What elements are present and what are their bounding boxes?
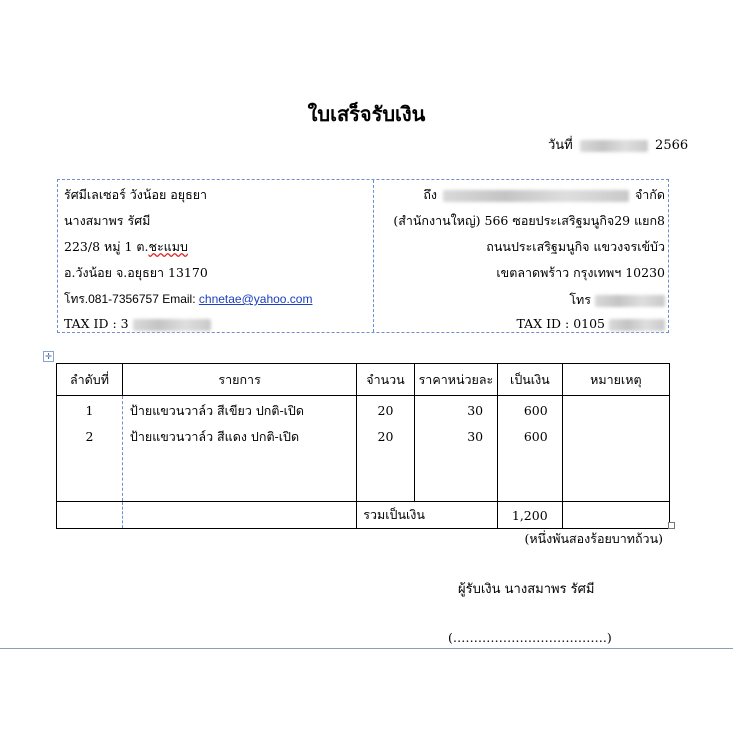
col-note	[562, 396, 669, 502]
buyer-to-label: ถึง	[423, 187, 437, 202]
seller-address1	[64, 237, 188, 257]
col-amount	[498, 396, 563, 502]
signature-line: (……………………………….)	[448, 630, 612, 645]
header-desc: รายการ	[122, 364, 356, 396]
seller-address1-subdistrict: ชะแมบ	[148, 239, 188, 254]
total-value: 1,200	[498, 502, 563, 529]
col-desc	[122, 396, 356, 502]
row-desc: ป้ายแขวนวาล์ว สีเขียว ปกติ-เปิด	[129, 403, 304, 418]
table-body-row	[57, 396, 670, 502]
row-desc: ป้ายแขวนวาล์ว สีแดง ปกติ-เปิด	[129, 429, 300, 444]
seller-tax-id	[64, 316, 211, 331]
buyer-address-line4: เขตลาดพร้าว กรุงเทพฯ 10230	[496, 265, 665, 280]
buyer-address-line2: (สำนักงานใหญ่) 566 ซอยประเสริฐมนูกิจ29 แยก8	[393, 213, 665, 228]
seller-person: นางสมาพร รัศมี	[64, 213, 151, 228]
redacted-seller-tax	[133, 319, 211, 331]
header-price: ราคาหน่วยละ	[414, 364, 497, 396]
seller-tax-label: TAX ID : 3	[64, 316, 129, 331]
row-price: 30	[467, 403, 484, 418]
total-blank	[122, 502, 356, 529]
page-divider	[0, 648, 733, 649]
date-label: วันที่	[548, 138, 573, 153]
col-price	[414, 396, 497, 502]
table-header-row	[57, 364, 670, 396]
seller-contact	[64, 290, 312, 309]
row-amount: 600	[523, 429, 548, 444]
buyer-address-line3: ถนนประเสริฐมนูกิจ แขวงจรเข้บัว	[486, 239, 665, 254]
table-resize-handle-icon[interactable]	[668, 522, 675, 529]
seller-address1-prefix: 223/8 หมู่ 1 ต.	[64, 239, 149, 254]
header-qty: จำนวน	[357, 364, 414, 396]
row-qty: 20	[377, 429, 394, 444]
row-no: 1	[85, 403, 94, 418]
seller-email-link[interactable]: chnetae@yahoo.com	[198, 292, 313, 306]
total-row	[57, 502, 670, 529]
redacted-date	[580, 140, 648, 152]
col-no	[57, 396, 123, 502]
amount-in-words: (หนึ่งพันสองร้อยบาทถ้วน)	[524, 531, 663, 546]
redacted-buyer-phone	[595, 295, 665, 307]
total-note	[562, 502, 669, 529]
row-no: 2	[85, 429, 94, 444]
redacted-buyer-tax	[609, 319, 665, 331]
row-amount: 600	[523, 403, 548, 418]
seller-address2: อ.วังน้อย จ.อยุธยา 13170	[64, 265, 208, 280]
seller-phone: โทร.081-7356757 Email:	[64, 292, 199, 306]
buyer-tax-id	[517, 316, 665, 331]
row-qty: 20	[377, 403, 394, 418]
header-amount: เป็นเงิน	[498, 364, 563, 396]
buyer-phone-label: โทร	[569, 292, 592, 307]
header-note: หมายเหตุ	[562, 364, 669, 396]
total-label: รวมเป็นเงิน	[357, 502, 498, 529]
address-divider	[373, 180, 374, 332]
header-no: ลำดับที่	[57, 364, 123, 396]
date-year: 2566	[655, 138, 689, 153]
seller-name: รัศมีเลเซอร์ วังน้อย อยุธยา	[64, 187, 208, 202]
receiver-line: ผู้รับเงิน นางสมาพร รัศมี	[458, 582, 595, 597]
table-move-handle-icon[interactable]: ✛	[43, 351, 54, 362]
date-line	[548, 134, 688, 155]
buyer-company	[423, 185, 665, 205]
buyer-company-suffix: จำกัด	[634, 187, 665, 202]
row-price: 30	[467, 429, 484, 444]
total-blank	[57, 502, 123, 529]
items-table	[56, 363, 670, 529]
document-title: ใบเสร็จรับเงิน	[307, 102, 426, 126]
buyer-tax-label: TAX ID : 0105	[516, 316, 606, 331]
col-qty	[357, 396, 414, 502]
buyer-phone	[569, 290, 665, 310]
redacted-buyer-company	[443, 190, 629, 202]
